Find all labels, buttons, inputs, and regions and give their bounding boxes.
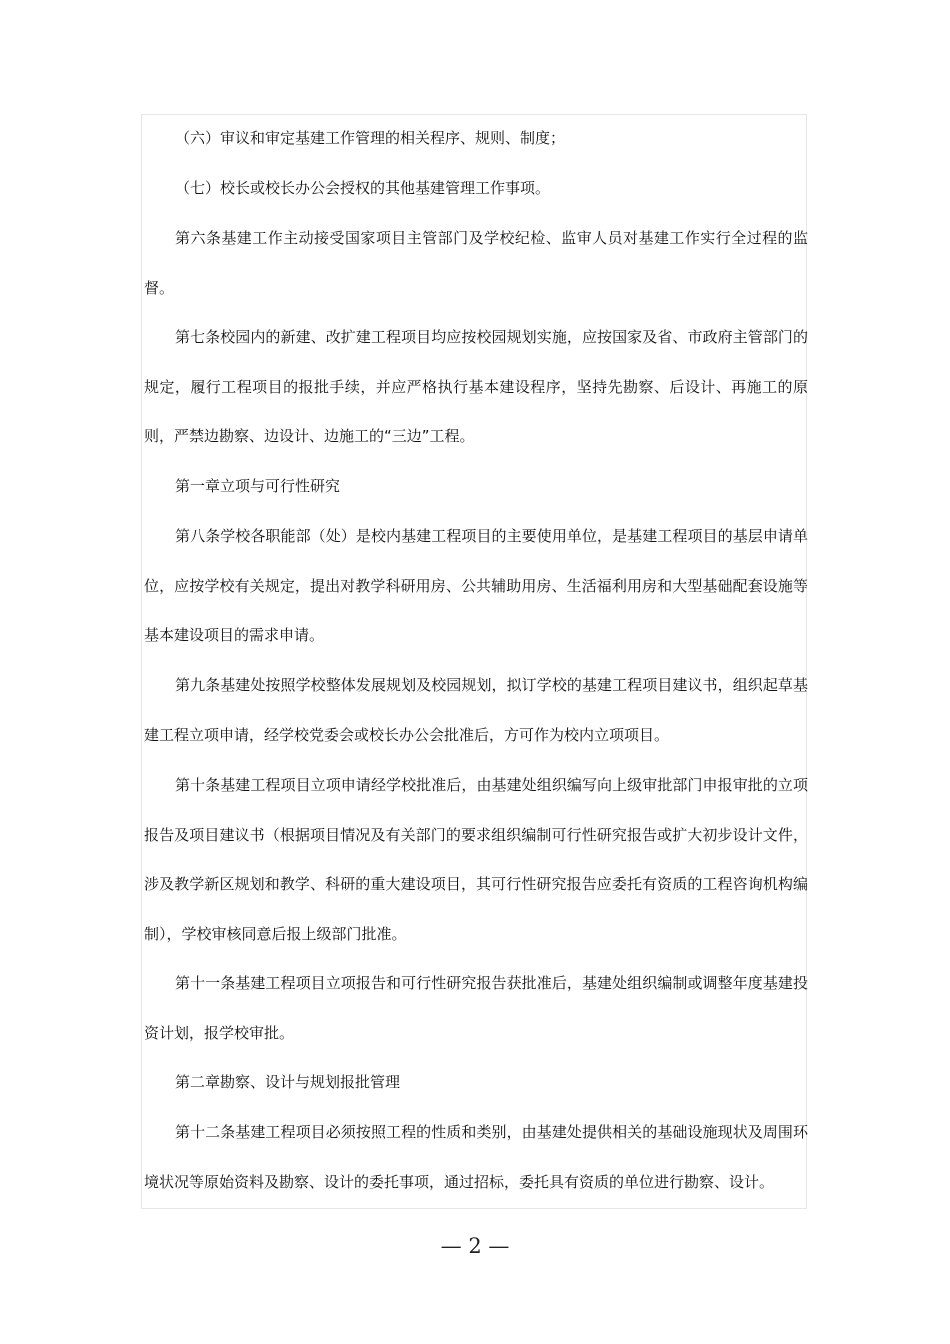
paragraph-article-8: 第八条学校各职能部（处）是校内基建工程项目的主要使用单位，是基建工程项目的基层申请单位，应按学校有关规定，提出对教学科研用房、公共辅助用房、生活福利用房和大型基础配套设施等基本建设项目的需求申请。 [144, 527, 808, 645]
paragraph-item-6: （六）审议和审定基建工作管理的相关程序、规则、制度； [175, 129, 566, 147]
paragraph-article-6: 第六条基建工作主动接受国家项目主管部门及学校纪检、监审人员对基建工作实行全过程的监督。 [144, 229, 808, 297]
paragraph-article-7: 第七条校园内的新建、改扩建工程项目均应按校园规划实施，应按国家及省、市政府主管部门的规定，履行工程项目的报批手续，并应严格执行基本建设程序，坚持先勘察、后设计、再施工的原则，严禁边勘察、边设计、边施工的“三边”工程。 [144, 328, 808, 446]
paragraph-article-10: 第十条基建工程项目立项申请经学校批准后，由基建处组织编写向上级审批部门申报审批的立项报告及项目建议书（根据项目情况及有关部门的要求组织编制可行性研究报告或扩大初步设计文件，涉及教学新区规划和教学、科研的重大建设项目，其可行性研究报告应委托有资质的工程咨询机构编制），学校审核同意后报上级部门批准。 [144, 776, 808, 944]
paragraph-article-9: 第九条基建处按照学校整体发展规划及校园规划，拟订学校的基建工程项目建议书，组织起草基建工程立项申请，经学校党委会或校长办公会批准后，方可作为校内立项项目。 [144, 676, 808, 744]
paragraph-article-12: 第十二条基建工程项目必须按照工程的性质和类别，由基建处提供相关的基础设施现状及周围环境状况等原始资料及勘察、设计的委托事项，通过招标，委托具有资质的单位进行勘察、设计。 [144, 1123, 808, 1191]
page-number: — 2 — [440, 1234, 510, 1258]
chapter-heading-2: 第二章勘察、设计与规划报批管理 [175, 1073, 401, 1091]
chapter-heading-1: 第一章立项与可行性研究 [175, 477, 341, 495]
paragraph-article-11: 第十一条基建工程项目立项报告和可行性研究报告获批准后，基建处组织编制或调整年度基建投资计划，报学校审批。 [144, 974, 808, 1042]
paragraph-item-7: （七）校长或校长办公会授权的其他基建管理工作事项。 [175, 179, 551, 197]
